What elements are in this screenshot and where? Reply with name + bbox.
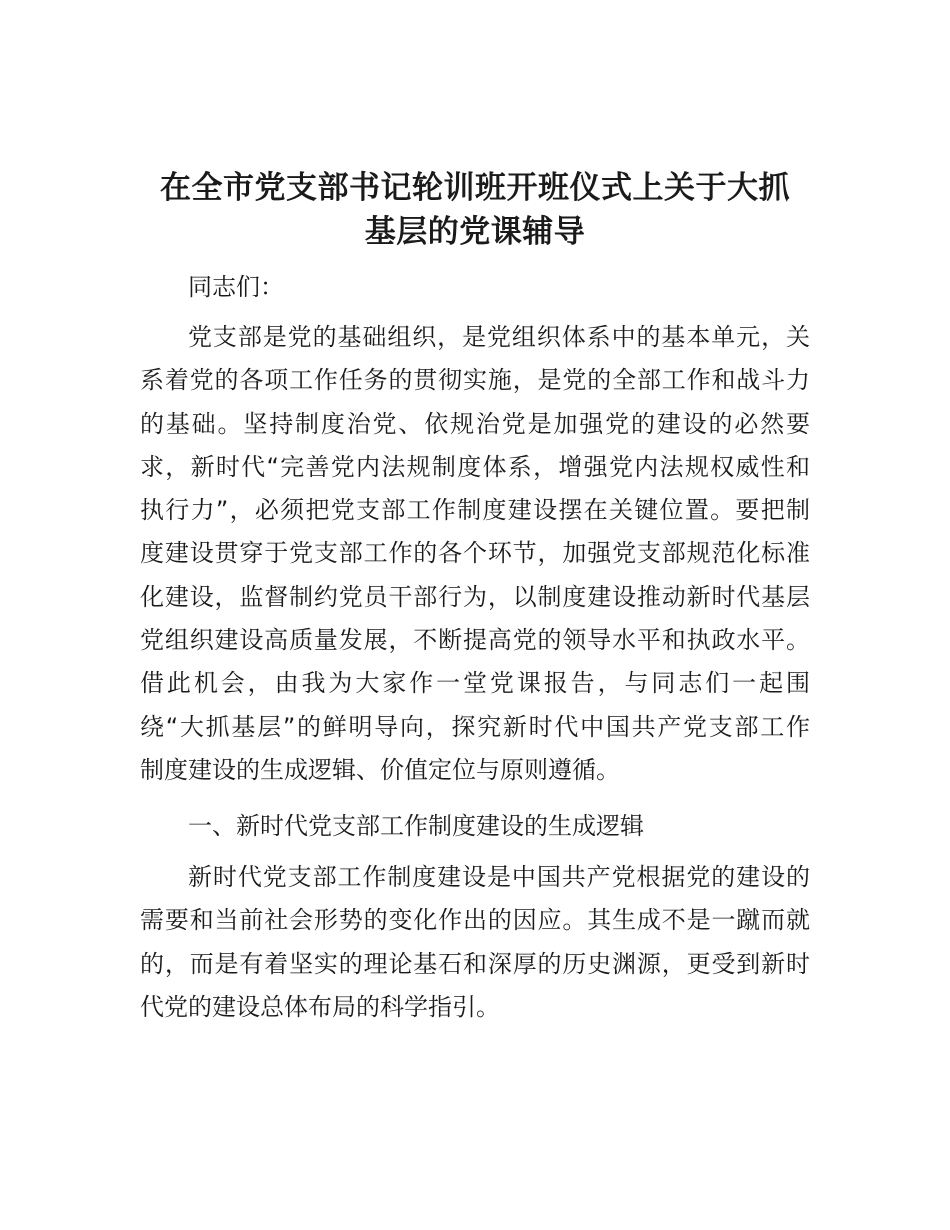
salutation <box>140 266 810 309</box>
paragraph-line: 执行力”，必须把党支部工作制度建设摆在关键位置。要把制 <box>140 496 810 525</box>
paragraph-line: 求，新时代“完善党内法规制度体系，增强党内法规权威性和 <box>140 452 810 481</box>
section-heading-1 <box>140 805 810 848</box>
paragraph-line: 借此机会，由我为大家作一堂党课报告，与同志们一起围 <box>140 669 810 698</box>
paragraph-line: 的基础。坚持制度治党、依规治党是加强党的建设的必然要 <box>140 409 810 438</box>
paragraph-2 <box>140 856 810 1029</box>
paragraph-line: 新时代党支部工作制度建设是中国共产党根据党的建设的 <box>188 863 810 891</box>
paragraph-line: 需要和当前社会形势的变化作出的因应。其生成不是一蹴而就 <box>140 906 810 935</box>
document-title-line-2: 基层的党课辅导 <box>364 214 586 250</box>
paragraph-1 <box>140 316 810 792</box>
paragraph-line: 党支部是党的基础组织，是党组织体系中的基本单元，关 <box>188 323 810 351</box>
paragraph-line: 化建设，监督制约党员干部行为，以制度建设推动新时代基层 <box>140 582 810 611</box>
paragraph-line: 绕“大抓基层”的鲜明导向，探究新时代中国共产党支部工作 <box>140 712 810 741</box>
paragraph-line: 的，而是有着坚实的理论基石和深厚的历史渊源，更受到新时 <box>140 949 810 978</box>
document-title-line-1: 在全市党支部书记轮训班开班仪式上关于大抓 <box>160 170 790 206</box>
paragraph-line: 党组织建设高质量发展，不断提高党的领导水平和执政水平。 <box>140 626 810 655</box>
paragraph-line: 制度建设的生成逻辑、价值定位与原则遵循。 <box>140 755 620 784</box>
paragraph-line: 代党的建设总体布局的科学指引。 <box>140 992 500 1021</box>
salutation-text: 同志们： <box>188 273 284 301</box>
paragraph-line: 度建设贯穿于党支部工作的各个环节，加强党支部规范化标准 <box>140 539 810 568</box>
paragraph-line: 系着党的各项工作任务的贯彻实施，是党的全部工作和战斗力 <box>140 366 810 395</box>
section-heading-text: 一、新时代党支部工作制度建设的生成逻辑 <box>188 812 644 840</box>
